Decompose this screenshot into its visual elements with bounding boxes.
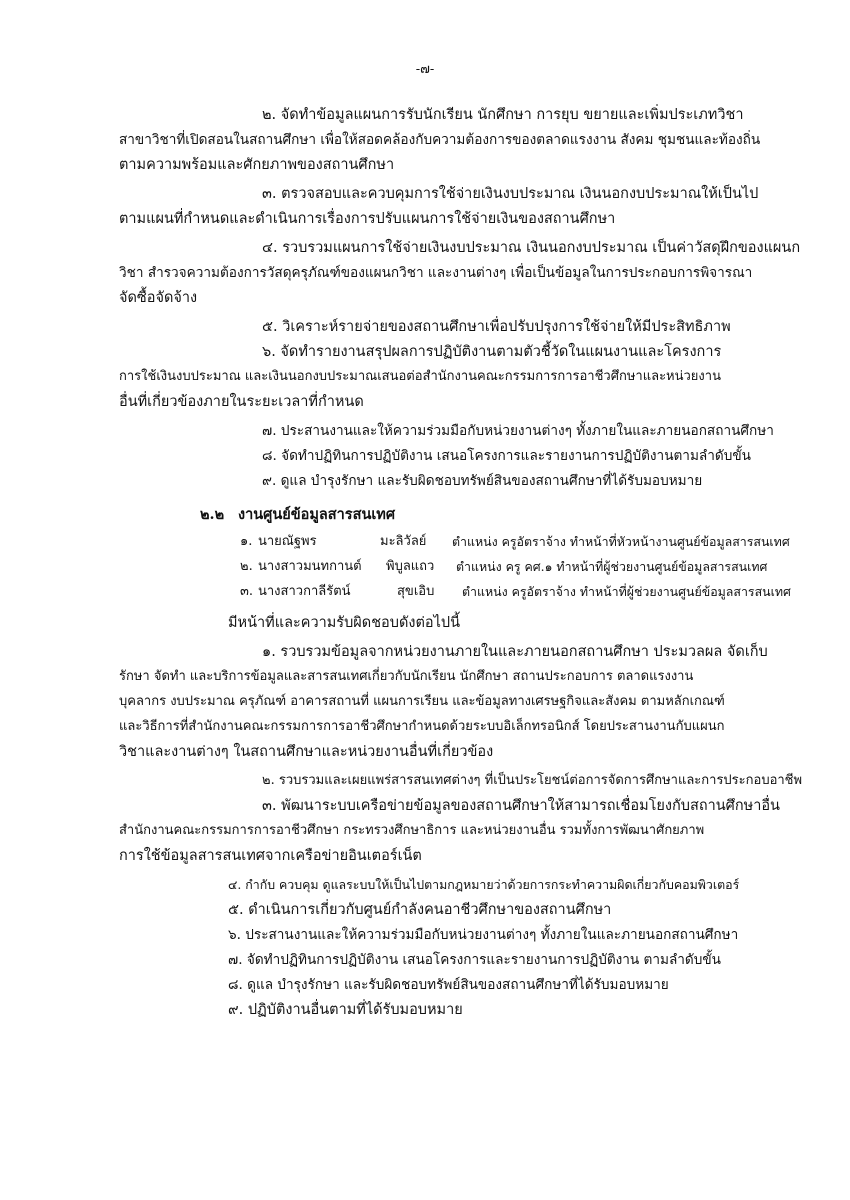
page-number: -๗- [415,62,435,77]
duty-6: ๖. ประสานงานและให้ความร่วมมือกับหน่วยงานต่างๆ ทั้งภายในและภายนอกสถานศึกษา [228,927,739,943]
item-5: ๕. วิเคราะห์รายจ่ายของสถานศึกษาเพื่อปรับปรุงการใช้จ่ายให้มีประสิทธิภาพ [262,319,731,335]
duty-8: ๘. ดูแล บำรุงรักษา และรับผิดชอบทรัพย์สินของสถานศึกษาที่ได้รับมอบหมาย [228,977,669,993]
item-8: ๘. จัดทำปฏิทินการปฏิบัติงาน เสนอโครงการและรายงานการปฏิบัติงานตามลำดับขั้น [262,448,751,464]
staff-1-role: ตำแหน่ง ครูอัตราจ้าง ทำหน้าที่หัวหน้างานศูนย์ข้อมูลสารสนเทศ [452,534,790,549]
item-9: ๙. ดูแล บำรุงรักษา และรับผิดชอบทรัพย์สินของสถานศึกษาที่ได้รับมอบหมาย [262,473,703,489]
item-7: ๗. ประสานงานและให้ความร่วมมือกับหน่วยงานต่างๆ ทั้งภายในและภายนอกสถานศึกษา [262,423,774,439]
staff-3-surname: สุขเอิบ [397,584,435,599]
item-6-line-3: อื่นที่เกี่ยวข้องภายในระยะเวลาที่กำหนด [119,394,364,410]
duty-3-line-3: การใช้ข้อมูลสารสนเทศจากเครือข่ายอินเตอร์เน็ต [119,848,422,864]
staff-2-surname: พิบูลแถว [386,559,435,574]
item-3-line-1: ๓. ตรวจสอบและควบคุมการใช้จ่ายเงินงบประมาณ เงินนอกงบประมาณให้เป็นไป [262,186,759,202]
item-4-line-2: วิชา สำรวจความต้องการวัสดุครุภัณฑ์ของแผนกวิชา และงานต่างๆ เพื่อเป็นข้อมูลในการประกอบการพิจารณา [119,265,753,281]
duty-1-line-4: และวิธีการที่สำนักงานคณะกรรมการการอาชีวศึกษากำหนดด้วยระบบอิเล็กทรอนิกส์ โดยประสานงานกับแผนก [119,719,725,734]
staff-1-surname: มะลิวัลย์ [380,534,427,549]
duty-9: ๙. ปฏิบัติงานอื่นตามที่ได้รับมอบหมาย [228,1002,463,1018]
duties-intro: มีหน้าที่และความรับผิดชอบดังต่อไปนี้ [228,615,460,631]
duty-5: ๕. ดำเนินการเกี่ยวกับศูนย์กำลังคนอาชีวศึกษาของสถานศึกษา [228,902,612,918]
duty-1-line-5: วิชาและงานต่างๆ ในสถานศึกษาและหน่วยงานอื่นที่เกี่ยวข้อง [119,744,494,760]
staff-2-role: ตำแหน่ง ครู คศ.๑ ทำหน้าที่ผู้ช่วยงานศูนย์ข้อมูลสารสนเทศ [456,559,768,574]
duty-1-line-1: ๑. รวบรวมข้อมูลจากหน่วยงานภายในและภายนอกสถานศึกษา ประมวลผล จัดเก็บ [262,644,768,660]
staff-2-name: นางสาวมนทกานต์ [258,559,362,574]
staff-3-name: นางสาวกาลีรัตน์ [258,584,351,599]
duty-1-line-2: รักษา จัดทำ และบริการข้อมูลและสารสนเทศเกี่ยวกับนักเรียน นักศึกษา สถานประกอบการ ตลาดแรงงาน [119,669,694,684]
duty-4: ๔. กำกับ ควบคุม ดูแลระบบให้เป็นไปตามกฎหมายว่าด้วยการกระทำความผิดเกี่ยวกับคอมพิวเตอร์ [228,877,740,892]
item-4-line-1: ๔. รวบรวมแผนการใช้จ่ายเงินงบประมาณ เงินนอกงบประมาณ เป็นค่าวัสดุฝึกของแผนก [262,240,801,256]
staff-2-number: ๒. [240,559,253,574]
item-2-line-2: สาขาวิชาที่เปิดสอนในสถานศึกษา เพื่อให้สอดคล้องกับความต้องการของตลาดแรงงาน สังคม ชุมชนและท้องถิ่น [119,132,761,148]
staff-3-role: ตำแหน่ง ครูอัตราจ้าง ทำหน้าที่ผู้ช่วยงานศูนย์ข้อมูลสารสนเทศ [462,584,791,599]
item-3-line-2: ตามแผนที่กำหนดและดำเนินการเรื่องการปรับแผนการใช้จ่ายเงินของสถานศึกษา [119,211,616,227]
item-6-line-1: ๖. จัดทำรายงานสรุปผลการปฏิบัติงานตามตัวชี้วัดในแผนงานและโครงการ [262,344,722,360]
staff-1-number: ๑. [240,534,253,549]
section-heading-title: งานศูนย์ข้อมูลสารสนเทศ [238,506,396,523]
duty-3-line-1: ๓. พัฒนาระบบเครือข่ายข้อมูลของสถานศึกษาให้สามารถเชื่อมโยงกับสถานศึกษาอื่น [262,798,780,814]
duty-3-line-2: สำนักงานคณะกรรมการการอาชีวศึกษา กระทรวงศึกษาธิการ และหน่วยงานอื่น รวมทั้งการพัฒนาศักยภาพ [119,823,705,838]
item-6-line-2: การใช้เงินงบประมาณ และเงินนอกงบประมาณเสนอต่อสำนักงานคณะกรรมการการอาชีวศึกษาและหน่วยงาน [119,369,721,384]
item-2-line-1: ๒. จัดทำข้อมูลแผนการรับนักเรียน นักศึกษา การยุบ ขยายและเพิ่มประเภทวิชา [262,107,744,123]
item-4-line-3: จัดซื้อจัดจ้าง [119,290,198,306]
duty-2: ๒. รวบรวมและเผยแพร่สารสนเทศต่างๆ ที่เป็นประโยชน์ต่อการจัดการศึกษาและการประกอบอาชีพ [262,773,803,788]
duty-7: ๗. จัดทำปฏิทินการปฏิบัติงาน เสนอโครงการและรายงานการปฏิบัติงาน ตามลำดับขั้น [228,952,721,968]
section-heading-number: ๒.๒ [200,506,225,523]
staff-1-name: นายณัฐพร [258,534,317,549]
staff-3-number: ๓. [240,584,254,599]
duty-1-line-3: บุคลากร งบประมาณ ครุภัณฑ์ อาคารสถานที่ แผนการเรียน และข้อมูลทางเศรษฐกิจและสังคม ตามหลักเกณฑ์ [119,694,725,709]
item-2-line-3: ตามความพร้อมและศักยภาพของสถานศึกษา [119,157,395,173]
